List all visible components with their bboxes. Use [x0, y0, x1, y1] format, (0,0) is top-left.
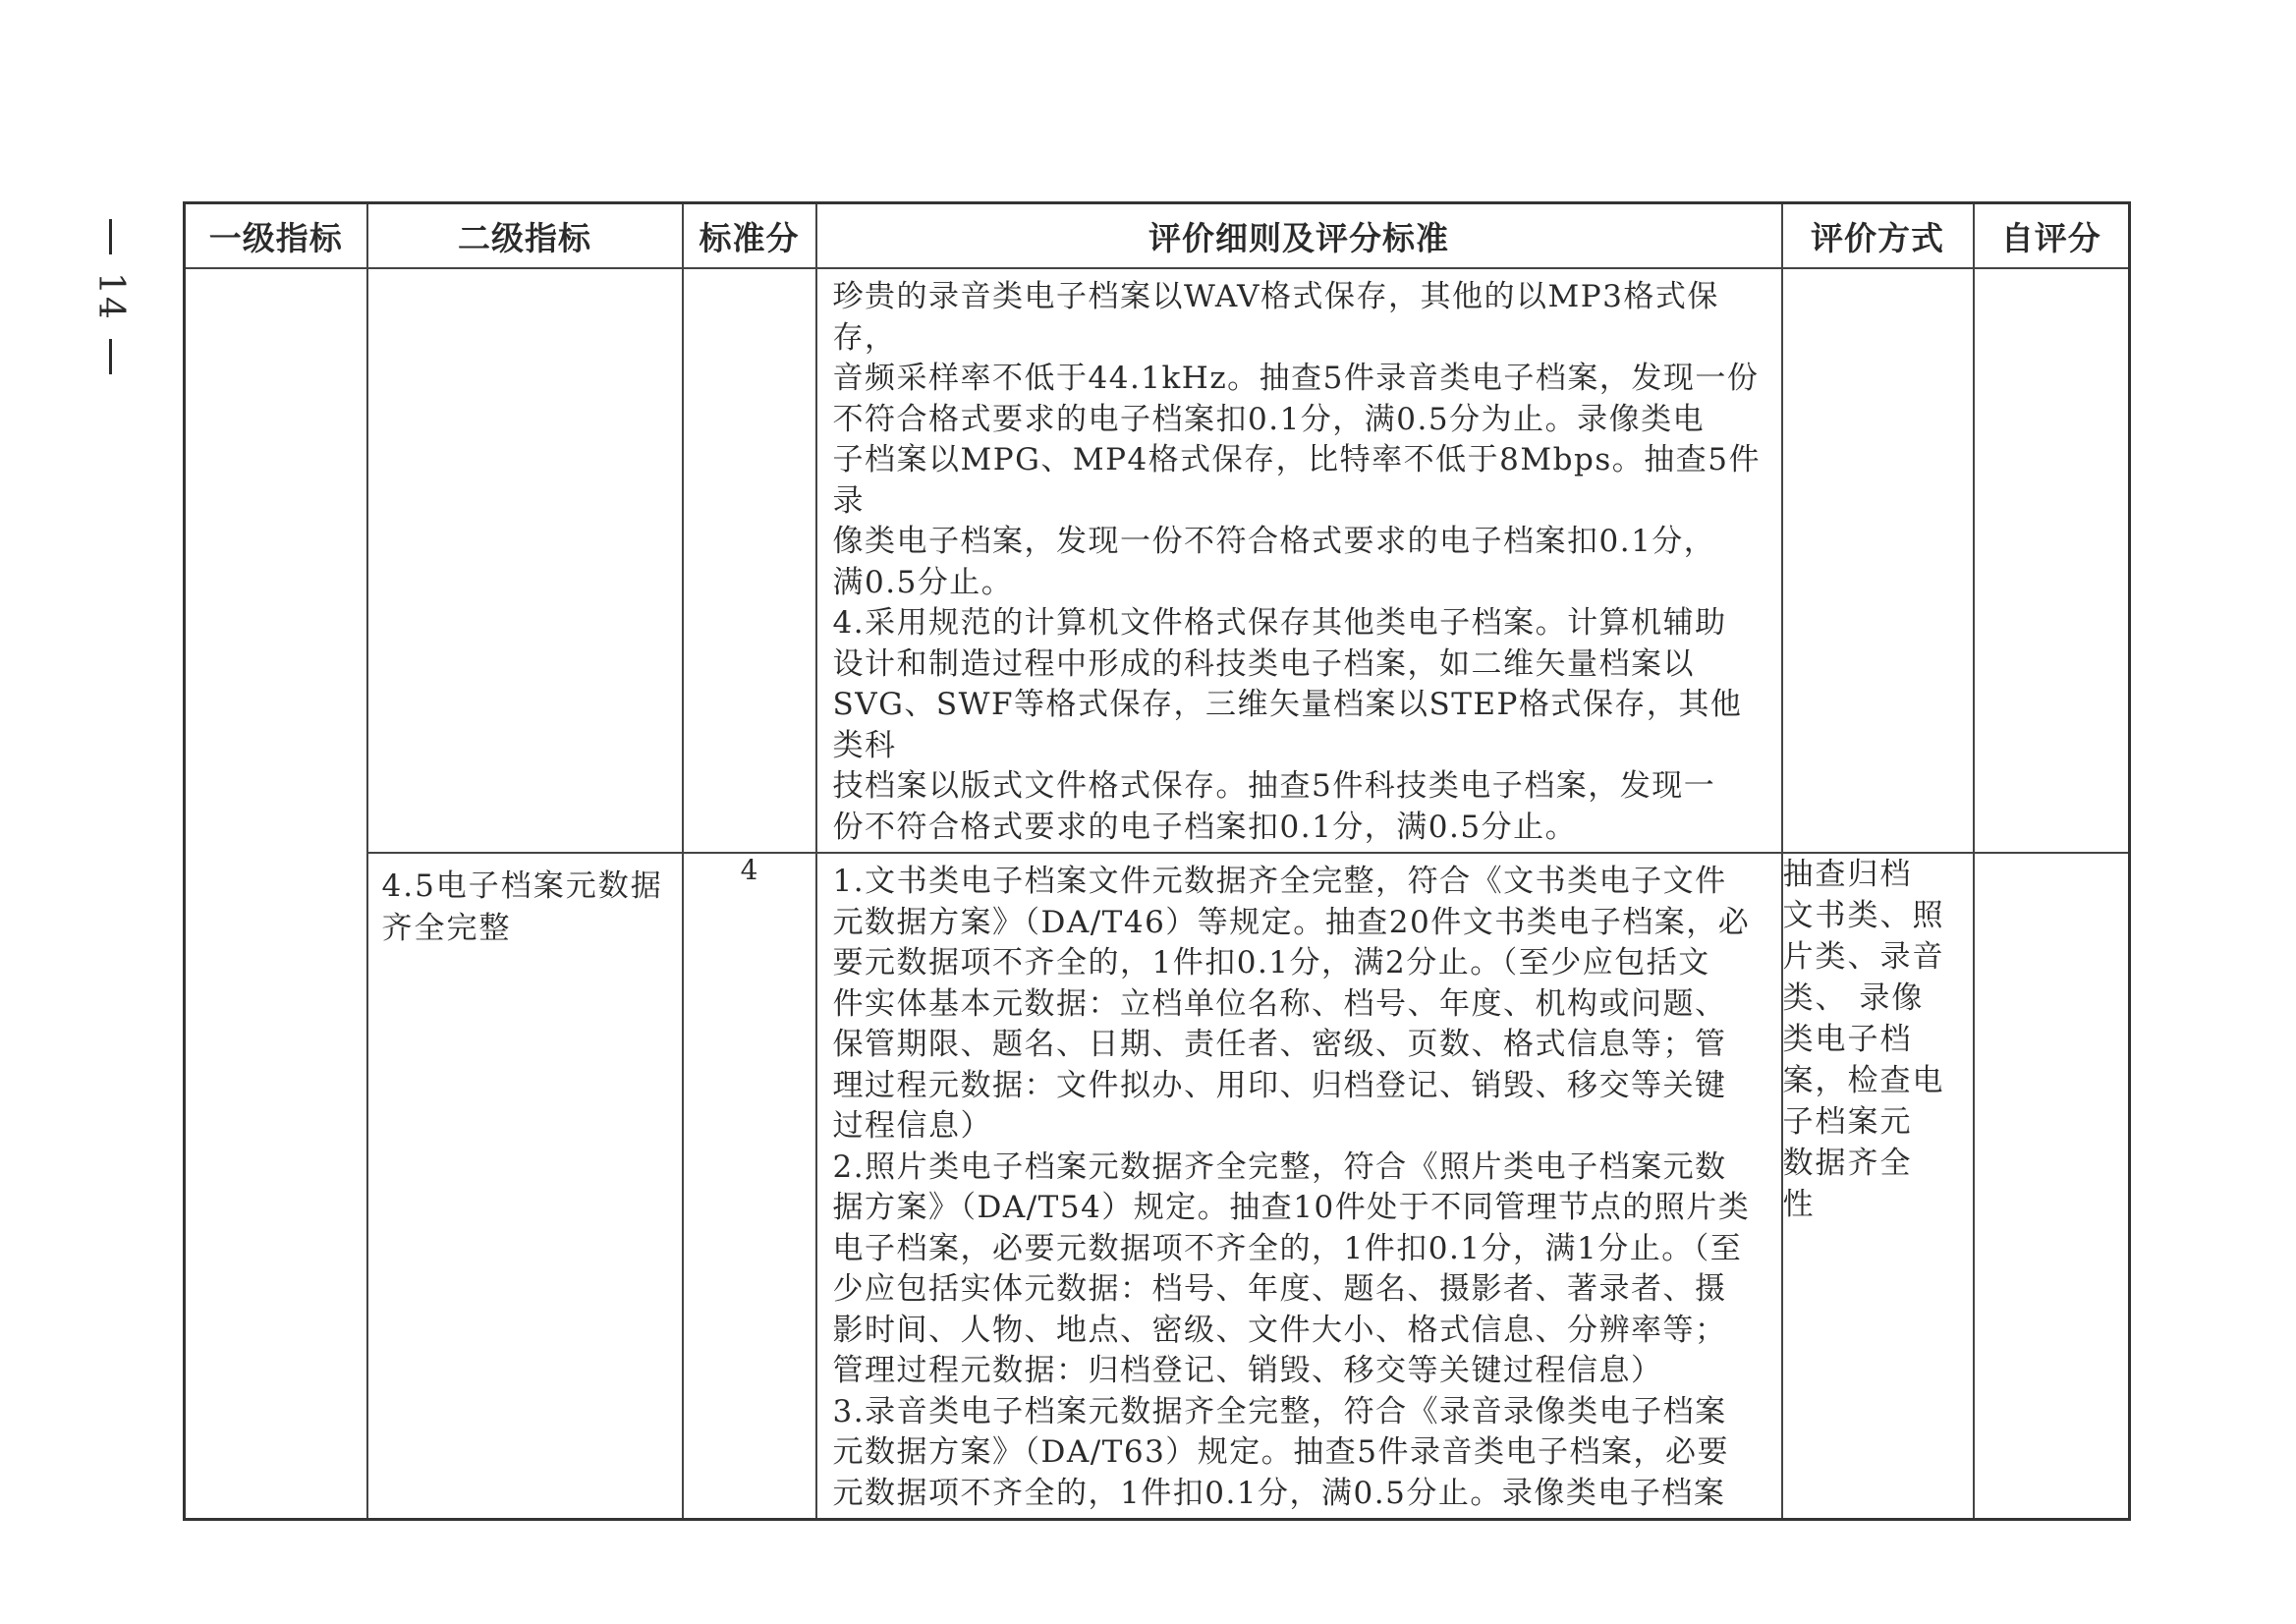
method-cell [1782, 268, 1974, 853]
standard-score-cell [683, 268, 816, 853]
table-header-row [185, 203, 2130, 269]
method-cell [1782, 853, 1974, 1520]
detail-cell [816, 268, 1782, 853]
self-score-cell [1974, 853, 2130, 1520]
page-number-value: 14 [90, 272, 131, 321]
level2-cell [367, 853, 683, 1520]
level1-cell [185, 268, 367, 1520]
detail-text: 珍贵的录音类电子档案以WAV格式保存，其他的以MP3格式保存， 音频采样率不低于44.1kHz。抽查5件录音类电子档案，发现一份 不符合格式要求的电子档案扣0.1分，满0.5分为止。录像类电 子档案以MPG、MP4格式保存，比特率不低于8Mbps。抽查5件录 像类电子档案，发现一份不符合格式要求的电子档案扣0.1分， 满0.5分止。 4.采用规范的计算机文件格式保存其他类电子档案。计算机辅助 设计和制造过程中形成的科技类电子档案，如二维矢量档案以 SVG、SWF等格式保存，三维矢量档案以STEP格式保存，其他类科 技档案以版式文件格式保存。抽查5件科技类电子档案，发现一 份不符合格式要求的电子档案扣0.1分，满0.5分止。 [832, 279, 1761, 845]
page-number-dash-top [109, 219, 112, 254]
method-line: 案，检查电 [1782, 1063, 1945, 1098]
header-level2: 二级指标 [367, 203, 683, 269]
method-line: 抽查归档 [1782, 857, 1913, 892]
table-row [185, 853, 2130, 1520]
method-line: 片类、录音 [1782, 939, 1945, 975]
header-level1: 一级指标 [185, 203, 367, 269]
evaluation-table [183, 201, 2131, 1521]
method-line: 类电子档 [1782, 1022, 1913, 1057]
table-row [185, 268, 2130, 853]
method-line: 子档案元 [1782, 1104, 1913, 1140]
method-line: 数据齐全 [1782, 1146, 1913, 1181]
header-standard-score: 标准分 [683, 203, 816, 269]
header-method: 评价方式 [1782, 203, 1974, 269]
page-number-dash-bottom [109, 339, 112, 374]
self-score-cell [1974, 268, 2130, 853]
header-detail: 评价细则及评分标准 [816, 203, 1782, 269]
method-line: 文书类、照 [1782, 898, 1945, 933]
detail-text: 1.文书类电子档案文件元数据齐全完整，符合《文书类电子文件 元数据方案》（DA/T46）等规定。抽查20件文书类电子档案，必 要元数据项不齐全的，1件扣0.1分，满2分止。（至少应包括文 件实体基本元数据：立档单位名称、档号、年度、机构或问题、 保管期限、题名、日期、责任者、密级、页数、格式信息等；管 理过程元数据：文件拟办、用印、归档登记、销毁、移交等关键 过程信息） 2.照片类电子档案元数据齐全完整，符合《照片类电子档案元数 据方案》（DA/T54）规定。抽查10件处于不同管理节点的照片类 电子档案，必要元数据项不齐全的，1件扣0.1分，满1分止。（至 少应包括实体元数据：档号、年度、题名、摄影者、著录者、摄 影时间、人物、地点、密级、文件大小、格式信息、分辨率等； 管理过程元数据：归档登记、销毁、移交等关键过程信息） 3.录音类电子档案元数据齐全完整，符合《录音录像类电子档案 元数据方案》（DA/T63）规定。抽查5件录音类电子档案，必要 元数据项不齐全的，1件扣0.1分，满0.5分止。录像类电子档案 [832, 864, 1751, 1511]
method-line: 类、 录像 [1782, 980, 1925, 1016]
level2-cell [367, 268, 683, 853]
detail-cell [816, 853, 1782, 1520]
header-self-score: 自评分 [1974, 203, 2130, 269]
level2-text: 4.5电子档案元数据齐全完整 [381, 868, 663, 946]
page-number [90, 211, 130, 382]
standard-score-cell: 4 [683, 853, 816, 1520]
method-line: 性 [1782, 1187, 1816, 1222]
